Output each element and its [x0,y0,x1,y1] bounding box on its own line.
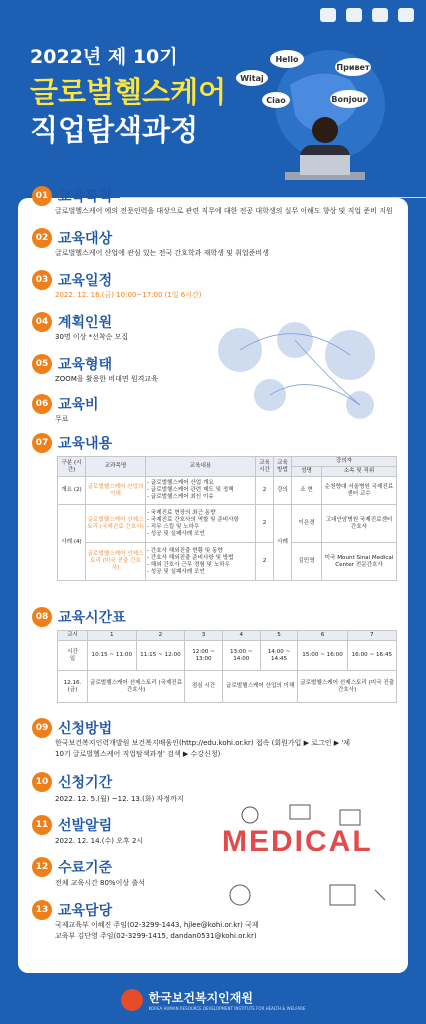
table-header: 교육 시간 [256,457,274,477]
section-number: 03 [32,270,52,290]
hero-banner [0,0,426,205]
section-title: 교육목적 [58,189,113,205]
section-number: 08 [32,607,52,627]
section-number: 06 [32,394,52,414]
course-subtitle: 직업탐색과정 [30,113,199,147]
table-header: 교육 방법 [274,457,292,477]
top-icon-row [320,8,414,22]
table-row [58,505,397,543]
building-icon [320,8,336,22]
person-laptop-illustration [270,110,380,200]
section-title: 신청기간 [58,775,113,791]
section-fee [32,394,99,414]
table-cell: 2 [256,543,274,581]
table-cell: 2 [256,477,274,505]
corner-label: 시간 [67,648,78,655]
table-cell: 조 현 [292,477,322,505]
section-number: 02 [32,228,52,248]
table-cell: 글로벌헬스케어 선제스토리 (국제진료 간호사) [88,671,185,703]
bubble-ciao: Ciao [262,92,290,108]
section-desc: 무료 [55,415,69,423]
table-cell: 점심 시간 [185,671,223,703]
course-title: 글로벌헬스케어 [30,75,227,109]
section-title: 교육시간표 [58,610,126,626]
bubble-bonjour: Bonjour [330,90,368,108]
footer [0,975,426,1024]
table-cell: 글로벌헬스케어 선제스토리 (미국 진출 간호사) [86,543,146,581]
section-target [32,228,112,248]
table-cell: - 글로벌헬스케어 산업 개요 - 글로벌헬스케어 관련 제도 및 정책 - 글로벌헬스케어 최신 이슈 [146,477,256,505]
section-number: 07 [32,433,52,453]
table-cell: - 간호사 해외진출 현황 및 동향 - 간호사 해외진출 준비사항 및 방법 - 해외 간호사 근무 경험 및 노하우 - 성공 및 실패사례 조언 [146,543,256,581]
table-cell [58,641,88,671]
section-desc: 글로벌헬스케어 에의 전문인력을 대상으로 관련 직무에 대한 전공 대학생의 실무 이해도 향상 및 직업 준비 지원 [55,207,393,215]
table-cell: 글로벌헬스케어 선제스토리 (미국 진출 간호사) [298,671,397,703]
table-header: 3 [185,631,223,641]
table-cell: 12:00 ~ 13:00 [185,641,223,671]
medical-illustration [210,800,400,920]
section-title: 신청방법 [58,721,113,737]
stethoscope-icon [346,8,362,22]
table-cell: 글로벌헬스케어 선제스토리 (국제진료 간호사) [86,505,146,543]
table-cell: 순천향대 서울병원 국제진료센터 교수 [322,477,397,505]
section-title: 선발알림 [58,818,113,834]
table-header: 교육내용 [146,457,256,477]
table-cell: 13:00 ~ 14:00 [222,641,260,671]
bubble-witaj: Witaj [236,70,268,86]
table-header: 구분 (시간) [58,457,86,477]
table-header: 강의자 [292,457,397,467]
blood-bag-icon [398,8,414,22]
table-header: 2 [136,631,185,641]
section-capacity [32,312,112,332]
table-header: 1 [88,631,137,641]
section-apply [32,718,112,738]
table-cell: 11:15 ~ 12:00 [136,641,185,671]
section-completion [32,857,112,877]
divider [120,197,426,198]
section-number: 12 [32,857,52,877]
section-desc: ZOOM을 활용한 비대면 원격교육 [55,375,158,383]
table-cell: 12.16. (금) [58,671,88,703]
section-period [32,772,112,792]
section-title: 교육내용 [58,436,113,452]
table-header: 교과목명 [86,457,146,477]
institute-subtitle: KOREA HUMAN RESOURCE DEVELOPMENT INSTITUTE FOR HEALTH & WELFARE [148,1005,306,1011]
section-number: 13 [32,900,52,920]
section-desc: 국제교육부 이혜진 주임(02-3299-1443, hjlee@kohi.or.kr) 국제교육부 김단영 주임(02-3299-1415, dandan0531@kohi.or.kr) [55,921,259,940]
table-cell: 사례 (4) [58,505,86,581]
section-desc: 2022. 12. 5.(월) ~12. 13.(화) 자정까지 [55,795,184,803]
section-title: 교육비 [58,397,99,413]
section-number: 05 [32,354,52,374]
section-number: 09 [32,718,52,738]
table-cell: - 국제진료 현장의 최근 동향 - 국제진료 간호사의 역할 및 준비사항 - 직무 스킬 및 노하우 - 성공 및 실패사례 조언 [146,505,256,543]
table-cell: 글로벌헬스케어 산업의 이해 [222,671,297,703]
section-title: 교육형태 [58,357,113,373]
table-cell: 강의 [274,477,292,505]
table-header: 7 [347,631,396,641]
table-header: 교시 [58,631,88,641]
table-cell: 15:00 ~ 16:00 [298,641,347,671]
section-number: 04 [32,312,52,332]
section-format [32,354,112,374]
table-row [58,543,397,581]
table-cell: 개요 (2) [58,477,86,505]
world-map-illustration [200,310,400,430]
section-schedule-date [32,270,112,290]
table-cell: 고대안암병원 국제진료센터 간호사 [322,505,397,543]
corner-label: 일 [69,655,76,662]
table-header: 5 [260,631,298,641]
content-table [57,456,397,581]
table-header: 성명 [292,467,322,477]
table-cell: 10:15 ~ 11:00 [88,641,137,671]
section-title: 교육대상 [58,231,113,247]
section-contents [32,433,112,453]
table-cell: 이은경 [292,505,322,543]
section-desc: 30명 이상 *선착순 모집 [55,333,129,341]
table-cell: 미국 Mount Sinai Medical Center 전문간호사 [322,543,397,581]
table-row [58,477,397,505]
table-cell: 사례 [274,505,292,581]
table-cell: 14:00 ~ 14:45 [260,641,298,671]
section-desc: 한국보건복지인력개발원 보건복지배움인(http://edu.kohi.or.kr) 접속 (회원가입 ▶ 로그인 ▶ '제10기 글로벌헬스케어 직업탐색과정' 검색 ▶ 수강신청) [55,739,351,758]
section-title: 계획인원 [58,315,113,331]
table-header: 4 [222,631,260,641]
section-title: 교육일정 [58,273,113,289]
section-title: 수료기준 [58,860,113,876]
table-header: 소속 및 직위 [322,467,397,477]
ambulance-icon [372,8,388,22]
section-desc: 2022. 12. 14.(수) 오후 2시 [55,837,144,845]
section-contact [32,900,112,920]
table-cell: 글로벌헬스케어 산업의 이해 [86,477,146,505]
bubble-hello: Hello [270,50,304,68]
table-cell: 김민영 [292,543,322,581]
table-cell: 2 [256,505,274,543]
section-title: 교육담당 [58,903,113,919]
section-number: 11 [32,815,52,835]
section-desc: 2022. 12. 16.(금) 10:00~17:00 (1일 6시간) [55,291,202,299]
medical-word: MEDICAL [222,825,373,858]
timetable [57,630,397,703]
table-cell: 16:00 ~ 16:45 [347,641,396,671]
section-number: 10 [32,772,52,792]
institute-name: 한국보건복지인재원 [148,990,253,1005]
course-edition: 2022년 제 10기 [30,46,178,68]
institute-logo-icon [121,989,143,1011]
section-desc: 글로벌헬스케어 산업에 관심 있는 전국 간호학과 재학생 및 취업준비생 [55,249,269,257]
bubble-privet: Привет [335,58,371,76]
table-header: 6 [298,631,347,641]
section-purpose [32,186,112,206]
section-desc: 전체 교육시간 80%이상 출석 [55,879,145,887]
section-timetable [32,607,126,627]
section-number: 01 [32,186,52,206]
section-notice [32,815,112,835]
